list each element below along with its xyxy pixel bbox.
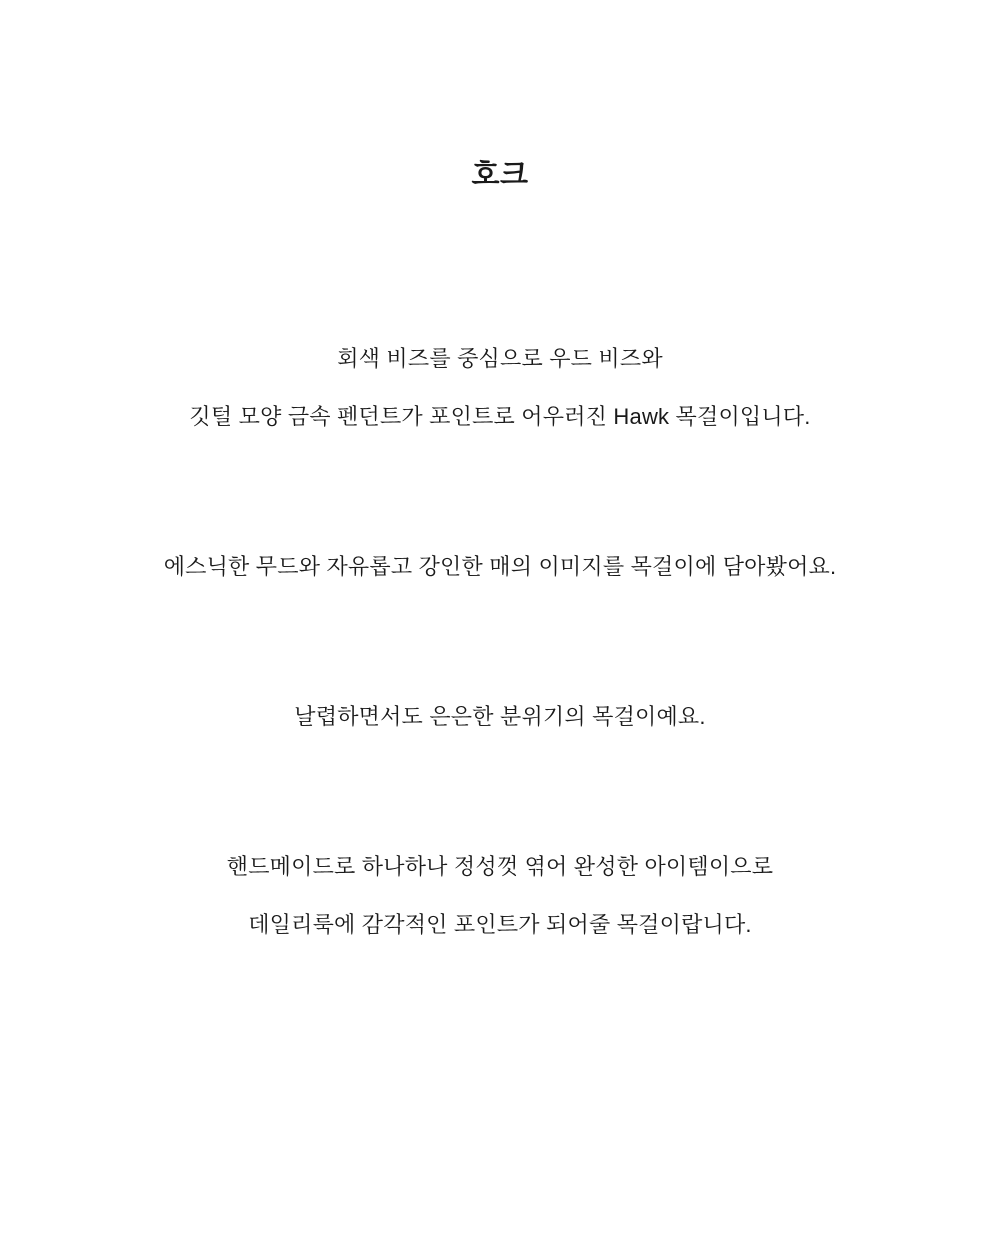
text-line: 에스닉한 무드와 자유롭고 강인한 매의 이미지를 목걸이에 담아봤어요. (163, 554, 837, 579)
paragraph-vibe (0, 702, 1000, 732)
text-line: 데일리룩에 감각적인 포인트가 되어줄 목걸이랍니다. (248, 912, 752, 937)
product-description-page (0, 155, 1000, 1234)
paragraph-handmade (0, 852, 1000, 940)
text-line: 핸드메이드로 하나하나 정성껏 엮어 완성한 아이템이으로 (226, 854, 774, 879)
text-line: 깃털 모양 금속 펜던트가 포인트로 어우러진 Hawk 목걸이입니다. (189, 404, 811, 429)
text-line: 회색 비즈를 중심으로 우드 비즈와 (337, 346, 663, 371)
product-title: 호크 (471, 159, 529, 191)
text-line: 날렵하면서도 은은한 분위기의 목걸이예요. (294, 704, 706, 729)
paragraph-materials (0, 344, 1000, 432)
paragraph-mood (0, 552, 1000, 582)
